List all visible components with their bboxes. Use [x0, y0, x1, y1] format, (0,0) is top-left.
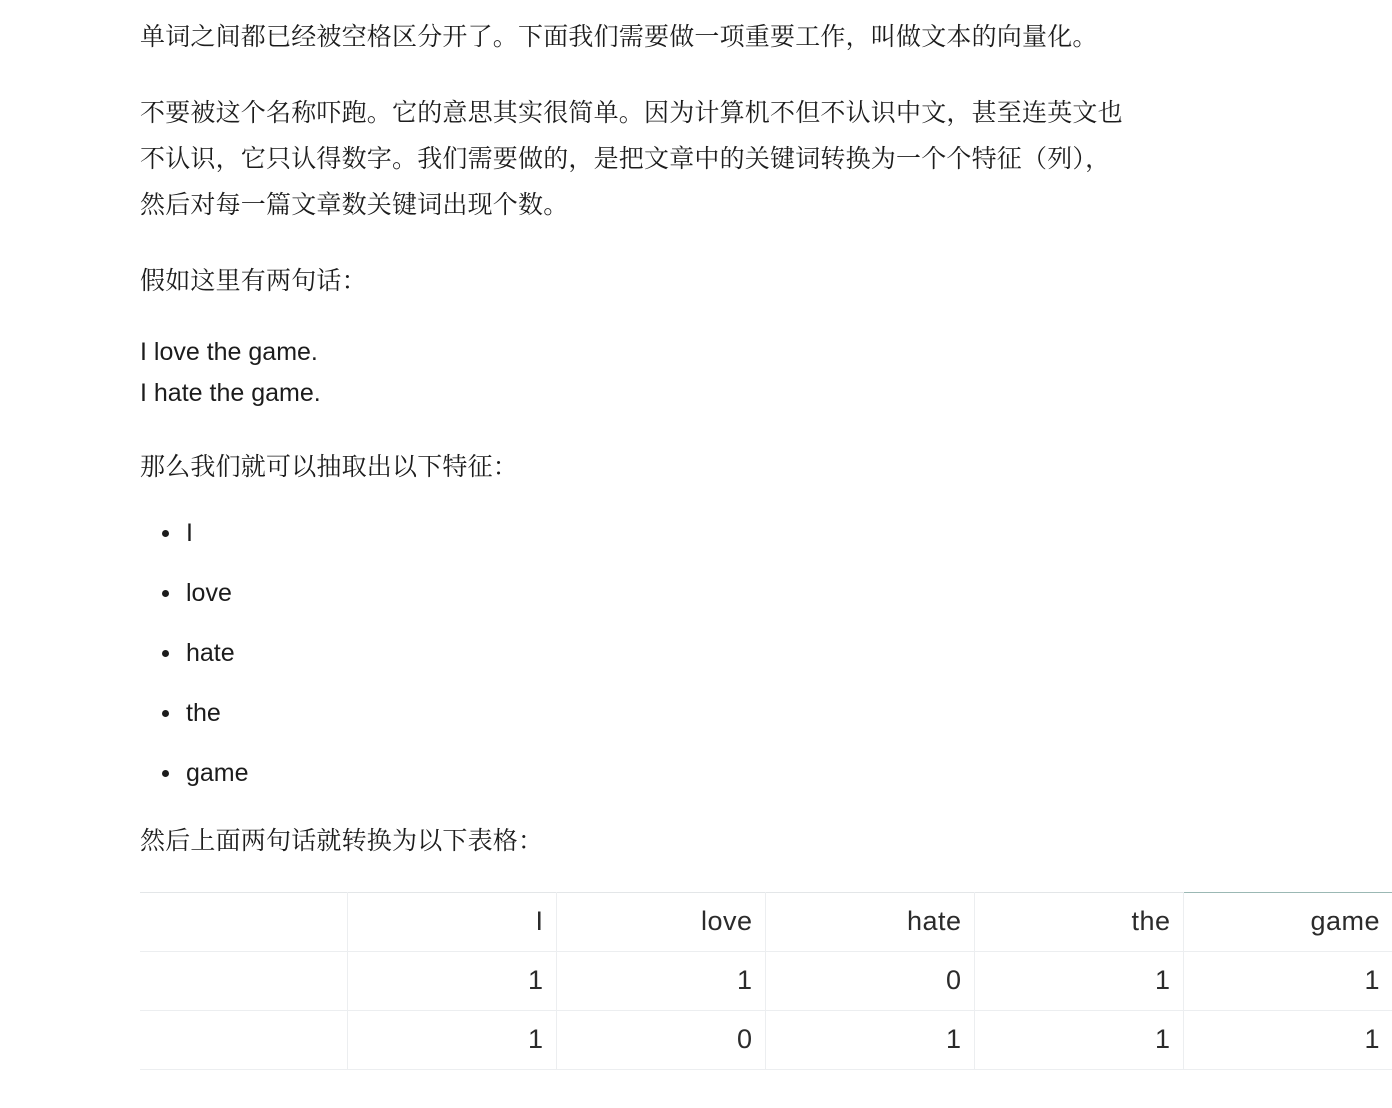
cell-r1-i: 1 — [347, 952, 556, 1011]
vector-table — [140, 892, 1392, 1070]
feature-list — [140, 518, 1130, 788]
cell-r1-love: 1 — [556, 952, 765, 1011]
cell-r2-love: 0 — [556, 1011, 765, 1070]
list-item: love — [160, 578, 1130, 608]
list-item: the — [160, 698, 1130, 728]
vector-table-head — [140, 893, 1392, 952]
list-item: I — [160, 518, 1130, 548]
cell-r2-i: 1 — [347, 1011, 556, 1070]
column-header-index — [140, 893, 347, 952]
column-header-love: love — [556, 893, 765, 952]
cell-r1-hate: 0 — [765, 952, 974, 1011]
example-sentences — [140, 332, 1130, 414]
column-header-hate: hate — [765, 893, 974, 952]
list-item: game — [160, 758, 1130, 788]
cell-r1-the: 1 — [974, 952, 1183, 1011]
paragraph-table-lead: 然后上面两句话就转换为以下表格： — [140, 827, 544, 855]
cell-r2-the: 1 — [974, 1011, 1183, 1070]
table-row — [140, 1011, 1392, 1070]
cell-r1-game: 1 — [1183, 952, 1392, 1011]
vector-table-wrapper — [140, 892, 1380, 1070]
table-header-row — [140, 893, 1392, 952]
column-header-the: the — [974, 893, 1183, 952]
example-sentence-2: I hate the game. — [140, 379, 321, 407]
list-item: hate — [160, 638, 1130, 668]
table-row — [140, 952, 1392, 1011]
column-header-game: game — [1183, 893, 1392, 952]
paragraph-intro: 单词之间都已经被空格区分开了。下面我们需要做一项重要工作，叫做文本的向量化。 — [140, 23, 1098, 51]
cell-r2-hate: 1 — [765, 1011, 974, 1070]
row-label-2 — [140, 1011, 347, 1070]
column-header-i: I — [347, 893, 556, 952]
row-label-1 — [140, 952, 347, 1011]
paragraph-features-lead: 那么我们就可以抽取出以下特征： — [140, 453, 519, 481]
paragraph-explanation: 不要被这个名称吓跑。它的意思其实很简单。因为计算机不但不认识中文，甚至连英文也不认识，它只认得数字。我们需要做的，是把文章中的关键词转换为一个个特征（列），然后对每一篇文章数关键词出现个数。 — [140, 99, 1123, 219]
example-sentence-1: I love the game. — [140, 338, 318, 366]
paragraph-example-lead: 假如这里有两句话： — [140, 267, 367, 295]
cell-r2-game: 1 — [1183, 1011, 1392, 1070]
vector-table-body — [140, 952, 1392, 1070]
